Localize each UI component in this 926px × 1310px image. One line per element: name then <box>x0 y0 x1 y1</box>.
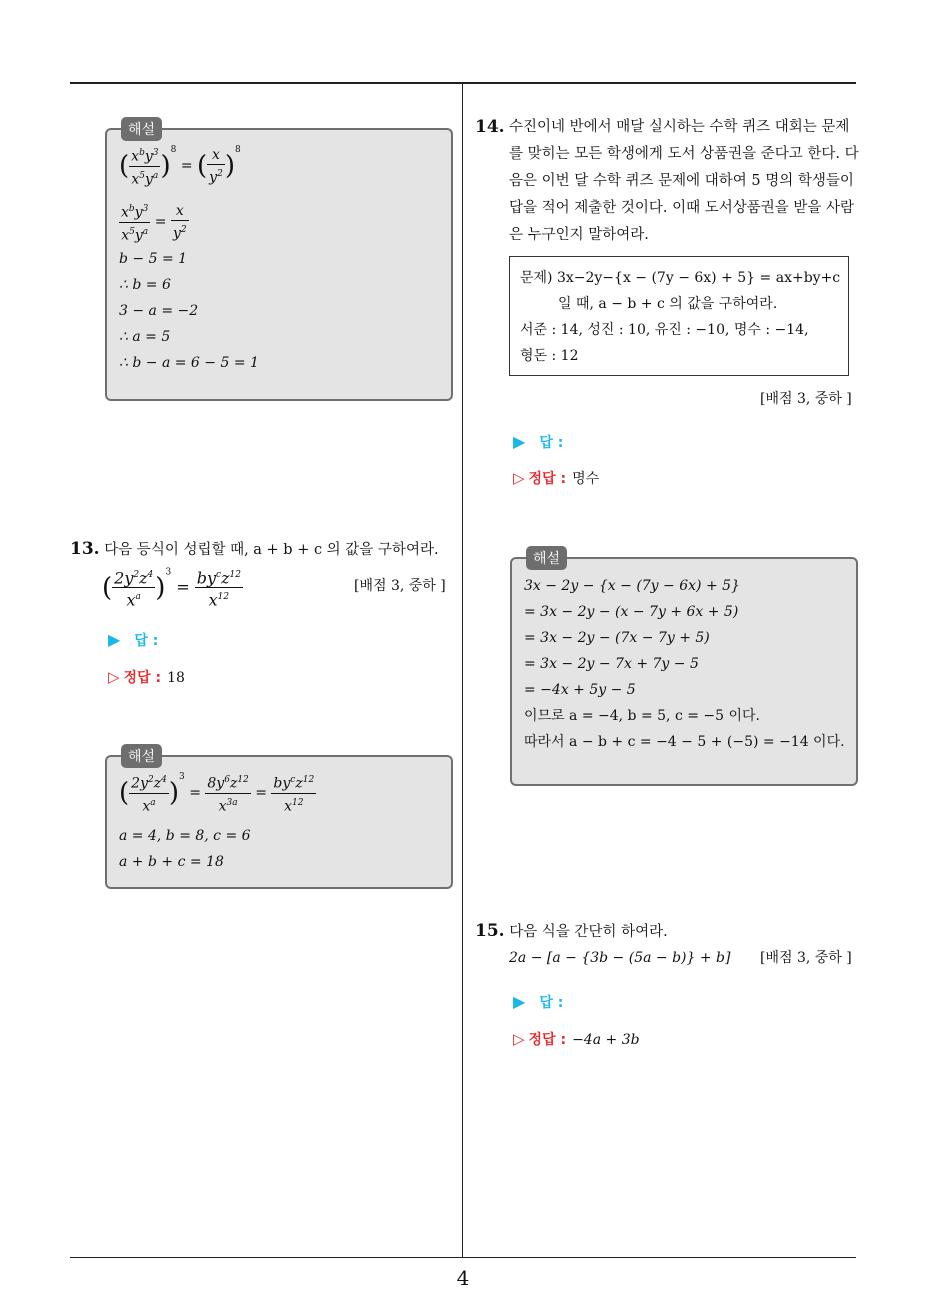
score-label: [배점 3, 중하 ] <box>760 391 852 407</box>
problem-line: 일 때, a − b + c 의 값을 구하여라. <box>558 296 778 312</box>
solution-line: ∴ a = 5 <box>119 329 171 345</box>
question-text: 다음 등식이 성립할 때, a + b + c 의 값을 구하여라. <box>104 542 439 558</box>
solution-line: 이므로 a = −4, b = 5, c = −5 이다. <box>524 708 760 724</box>
solution-line: 3x − 2y − {x − (7y − 6x) + 5} <box>524 578 740 594</box>
solution-line: a + b + c = 18 <box>119 854 224 870</box>
solution-line: 따라서 a − b + c = −4 − 5 + (−5) = −14 이다. <box>524 734 845 750</box>
answer-label: 답 : <box>539 435 564 451</box>
correct-answer-row-q14 <box>513 468 599 488</box>
outline-triangle-icon: ▷ <box>513 469 525 487</box>
correct-answer-label: 정답 : <box>528 471 567 487</box>
solution-line: ∴ b = 6 <box>119 277 171 293</box>
solution-line: = −4x + 5y − 5 <box>524 682 636 698</box>
question-number: 15. <box>475 921 505 941</box>
question-text: 다음 식을 간단히 하여라. <box>509 924 668 940</box>
solution-line: = 3x − 2y − 7x + 7y − 5 <box>524 656 699 672</box>
equation-power: ( $\frac{x^by^3}{x^5y^a}$ )$^8$ = ( $\frac{x}{y^2}$ )$^8$ <box>119 145 241 188</box>
outline-triangle-icon: ▷ <box>108 668 120 686</box>
explanation-tag: 해설 <box>526 546 567 570</box>
play-triangle-icon: ▶ <box>513 432 526 451</box>
question-number: 13. <box>70 539 100 559</box>
solution-line: 3 − a = −2 <box>119 303 199 319</box>
answer-row-q14 <box>513 432 563 452</box>
page-number: 4 <box>456 1266 470 1290</box>
score-label: [배점 3, 중하 ] <box>354 578 446 594</box>
solution-box-q13 <box>105 749 453 889</box>
score-label: [배점 3, 중하 ] <box>760 950 852 966</box>
equation-ratio: $\frac{x^by^3}{x^5y^a}$ = $\frac{x}{y^2}$ <box>119 200 439 246</box>
problem-line: 서준 : 14, 성진 : 10, 유진 : −10, 명수 : −14, <box>520 322 809 338</box>
problem-line: 문제) 3x−2y−{x − (7y − 6x) + 5} = ax+by+c <box>520 270 841 286</box>
top-rule <box>70 82 856 84</box>
solution-line: ∴ b − a = 6 − 5 = 1 <box>119 355 259 371</box>
solution-box-q12 <box>105 122 453 401</box>
explanation-tag: 해설 <box>121 117 162 141</box>
problem-line: 형돈 : 12 <box>520 348 579 364</box>
explanation-tag: 해설 <box>121 744 162 768</box>
question-number: 14. <box>475 117 505 137</box>
question-text: 수진이네 반에서 매달 실시하는 수학 퀴즈 대회는 문제를 맞히는 모든 학생에게 도서 상품권을 준다고 한다. 다음은 이번 달 수학 퀴즈 문제에 대하여 5 명의 학생들이 답을 적어 제출한 것이다. 이때 도서상품권을 받을 사람은 누구인지 말하여라. <box>509 119 859 243</box>
correct-answer-value: 18 <box>167 670 185 686</box>
correct-answer-value: 명수 <box>572 471 600 487</box>
equation-expansion: ( $\frac{2y^2z^4}{x^a}$ )$^3$ = $\frac{8y^6z^{12}}{x^{3a}}$ = $\frac{by^cz^{12}}{x^{12}}$ <box>119 772 315 815</box>
question-expression: 2a − [a − {3b − (5a − b)} + b] <box>509 950 731 966</box>
answer-label: 답 : <box>134 633 159 649</box>
outline-triangle-icon: ▷ <box>513 1030 525 1048</box>
bottom-rule <box>70 1257 856 1258</box>
correct-answer-value: −4a + 3b <box>572 1032 640 1048</box>
correct-answer-row-q13 <box>108 667 185 687</box>
column-divider <box>462 83 463 1257</box>
correct-answer-row-q15 <box>513 1029 640 1049</box>
answer-label: 답 : <box>539 995 564 1011</box>
question-13 <box>70 536 455 610</box>
solution-line: = 3x − 2y − (7x − 7y + 5) <box>524 630 710 646</box>
question-14 <box>475 114 859 249</box>
solution-line: = 3x − 2y − (x − 7y + 6x + 5) <box>524 604 739 620</box>
correct-answer-label: 정답 : <box>528 1032 567 1048</box>
solution-box-q14 <box>510 551 858 786</box>
answer-row-q13 <box>108 630 158 650</box>
question-equation: ( $\frac{2y^2z^4}{x^a}$ )$^3$ = $\frac{by^cz^{12}}{x^{12}}$ <box>102 567 241 610</box>
solution-line: b − 5 = 1 <box>119 251 188 267</box>
correct-answer-label: 정답 : <box>123 670 162 686</box>
problem-box <box>509 256 849 376</box>
play-triangle-icon: ▶ <box>513 992 526 1011</box>
solution-line: a = 4, b = 8, c = 6 <box>119 828 251 844</box>
answer-row-q15 <box>513 992 563 1012</box>
play-triangle-icon: ▶ <box>108 630 121 649</box>
